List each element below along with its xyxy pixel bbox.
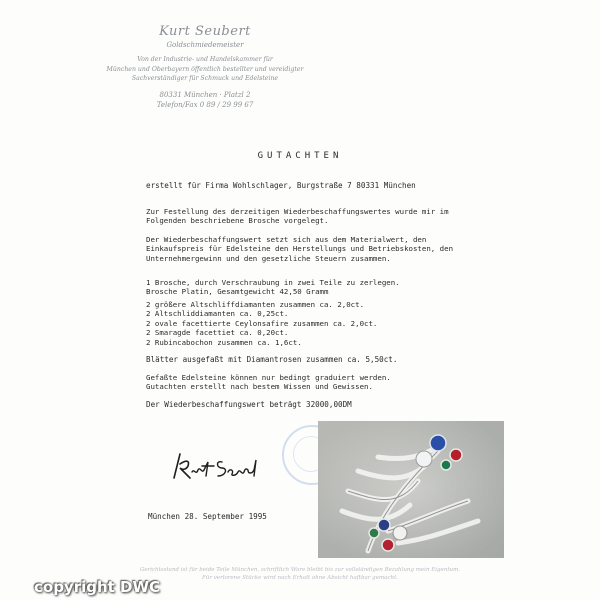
value-definition-line: Unternehmergewinn und den gesetzliche Steuern zusammen. (146, 253, 391, 263)
item-line: 1 Brosche, durch Verschraubung in zwei Teile zu zerlegen. (146, 278, 400, 287)
intro-line: Folgenden beschriebene Brosche vorgelegt. (146, 216, 329, 226)
letterhead-name: Kurt Seubert (159, 24, 251, 39)
value-definition-paragraph (146, 235, 460, 263)
letterhead-address: 80331 München · Platzl 2 (159, 90, 251, 99)
stone-line: 2 Rubincabochon zusammen ca. 1,6ct. (146, 337, 302, 347)
grading-line: Gutachten erstellt nach bestem Wissen und Gewissen. (146, 382, 373, 392)
letterhead-line: Sachverständiger für Schmuck und Edelsteine (131, 75, 279, 82)
signature (160, 448, 270, 488)
leaves-line: Blätter ausgefaßt mit Diamantrosen zusammen ca. 5,50ct. (146, 355, 398, 364)
item-line: Brosche Platin, Gesamtgewicht 42,50 Gramm (146, 287, 329, 297)
date-line: München 28. September 1995 (148, 512, 267, 521)
letterhead-line: München und Oberbayern öffentlich bestellter und vereidigter (106, 65, 304, 73)
footer-note-line: Für verlorene Stücke wird nach Erhalt ohne Absicht haftbar gemacht. (201, 575, 399, 581)
intro-paragraph (146, 207, 460, 226)
stone-line: 2 Smaragde facettiet ca. 0,20ct. (146, 328, 289, 338)
letterhead-line: Von der Industrie- und Handelskammer für (137, 56, 273, 63)
stone-list (146, 300, 460, 347)
letterhead-title: Goldschmiedemeister (166, 41, 244, 49)
letterhead-phone: Telefon/Fax 0 89 / 29 99 67 (156, 100, 254, 109)
stone-line: 2 größere Altschliffdiamanten zusammen ca. 2,0ct. (146, 300, 365, 309)
value-definition-line: Der Wiederbeschaffungswert setzt sich aus dem Materialwert, den (146, 235, 427, 244)
value-definition-line: Einkaufspreis für Edelsteine den Herstellungs und Betriebskosten, den (146, 244, 454, 254)
replacement-value-line: Der Wiederbeschaffungswert beträgt 32000,00DM (146, 400, 352, 409)
document-title: GUTACHTEN (257, 151, 343, 161)
copyright-watermark: copyright DWC (34, 578, 161, 596)
created-for-line: erstellt für Firma Wohlschlager, Burgstraße 7 80331 München (146, 181, 416, 190)
letterhead (100, 24, 310, 110)
stone-line: 2 Altschliddiamanten ca. 0,25ct. (146, 309, 289, 319)
grading-paragraph (146, 373, 460, 392)
intro-line: Zur Festellung des derzeitigen Wiederbeschaffungswertes wurde mir im (146, 207, 449, 216)
item-description (146, 278, 460, 297)
grading-line: Gefaßte Edelsteine können nur bedingt graduiert werden. (146, 373, 391, 382)
footer-note-line: Gerichtsstand ist für beide Teile München, schriftlich Ware bleibt bis zur vollständigen Bezahlung mein Eigentum. (139, 567, 461, 573)
brooch-photo (318, 421, 504, 558)
stone-line: 2 ovale facettierte Ceylonsafire zusammen ca. 2,0ct. (146, 318, 378, 328)
